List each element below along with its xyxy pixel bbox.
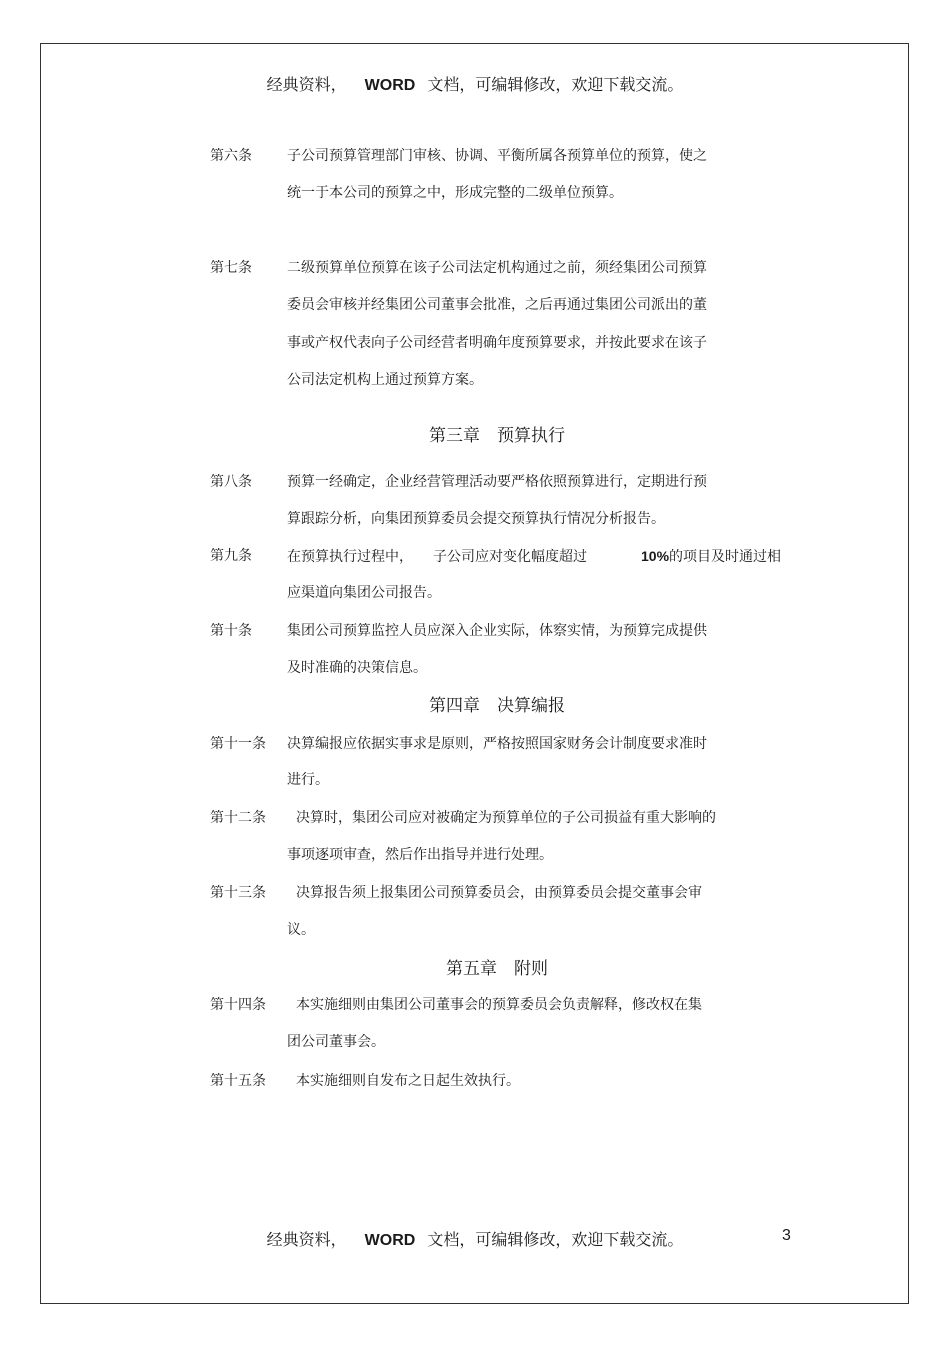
- header-text-1: 经典资料，: [266, 75, 347, 94]
- article-10-label: 第十条: [210, 623, 252, 639]
- page-number: 3: [782, 1227, 791, 1244]
- article-13-line-1: 决算报告须上报集团公司预算委员会，由预算委员会提交董事会审: [296, 885, 702, 901]
- article-8-line-1: 预算一经确定，企业经营管理活动要严格依照预算进行，定期进行预: [287, 474, 707, 490]
- article-9-text-b: 子公司应对变化幅度超过: [433, 549, 587, 565]
- article-12-label: 第十二条: [210, 810, 266, 826]
- chapter-4-title: 第四章 决算编报: [429, 696, 565, 716]
- article-9-text-d: 的项目及时通过相: [669, 549, 782, 565]
- article-7-line-1: 二级预算单位预算在该子公司法定机构通过之前，须经集团公司预算: [287, 260, 707, 276]
- article-14-line-2: 团公司董事会。: [287, 1034, 385, 1050]
- article-13-label: 第十三条: [210, 885, 266, 901]
- article-9-label: 第九条: [210, 548, 252, 564]
- article-15-line-1: 本实施细则自发布之日起生效执行。: [296, 1073, 520, 1089]
- article-6-line-1: 子公司预算管理部门审核、协调、平衡所属各预算单位的预算，使之: [287, 148, 707, 164]
- article-9-line-2: 应渠道向集团公司报告。: [287, 585, 441, 601]
- footer-text-1: 经典资料，: [266, 1230, 347, 1249]
- article-12-line-1: 决算时，集团公司应对被确定为预算单位的子公司损益有重大影响的: [296, 810, 716, 826]
- article-7-line-4: 公司法定机构上通过预算方案。: [287, 372, 483, 388]
- article-13-line-2: 议。: [287, 922, 315, 938]
- article-14-line-1: 本实施细则由集团公司董事会的预算委员会负责解释，修改权在集: [296, 997, 702, 1013]
- article-10-line-1: 集团公司预算监控人员应深入企业实际，体察实情，为预算完成提供: [287, 623, 707, 639]
- article-9-percent: 10%: [641, 548, 670, 564]
- header-text-2: 文档，可编辑修改，欢迎下载交流。: [427, 75, 684, 94]
- page-footer: [0, 1227, 950, 1250]
- article-12-line-2: 事项逐项审查，然后作出指导并进行处理。: [287, 847, 553, 863]
- article-6-line-2: 统一于本公司的预算之中，形成完整的二级单位预算。: [287, 185, 623, 201]
- article-6-label: 第六条: [210, 148, 252, 164]
- footer-word: WORD: [364, 1232, 416, 1249]
- article-14-label: 第十四条: [210, 997, 266, 1013]
- article-11-line-2: 进行。: [287, 772, 329, 788]
- article-8-line-2: 算跟踪分析，向集团预算委员会提交预算执行情况分析报告。: [287, 511, 665, 527]
- article-15-label: 第十五条: [210, 1073, 266, 1089]
- page-header: [0, 72, 950, 95]
- chapter-3-title: 第三章 预算执行: [429, 426, 565, 446]
- article-7-line-2: 委员会审核并经集团公司董事会批准，之后再通过集团公司派出的董: [287, 297, 707, 313]
- article-7-line-3: 事或产权代表向子公司经营者明确年度预算要求，并按此要求在该子: [287, 335, 707, 351]
- header-word: WORD: [364, 77, 416, 94]
- article-11-line-1: 决算编报应依据实事求是原则，严格按照国家财务会计制度要求准时: [287, 736, 707, 752]
- article-8-label: 第八条: [210, 474, 252, 490]
- article-7-label: 第七条: [210, 260, 252, 276]
- article-9-text-a: 在预算执行过程中，: [287, 549, 413, 565]
- chapter-5-title: 第五章 附则: [446, 959, 548, 979]
- article-10-line-2: 及时准确的决策信息。: [287, 660, 427, 676]
- footer-text-2: 文档，可编辑修改，欢迎下载交流。: [427, 1230, 684, 1249]
- article-11-label: 第十一条: [210, 736, 266, 752]
- article-9-line-1: [287, 547, 781, 566]
- page-border: [40, 43, 909, 1304]
